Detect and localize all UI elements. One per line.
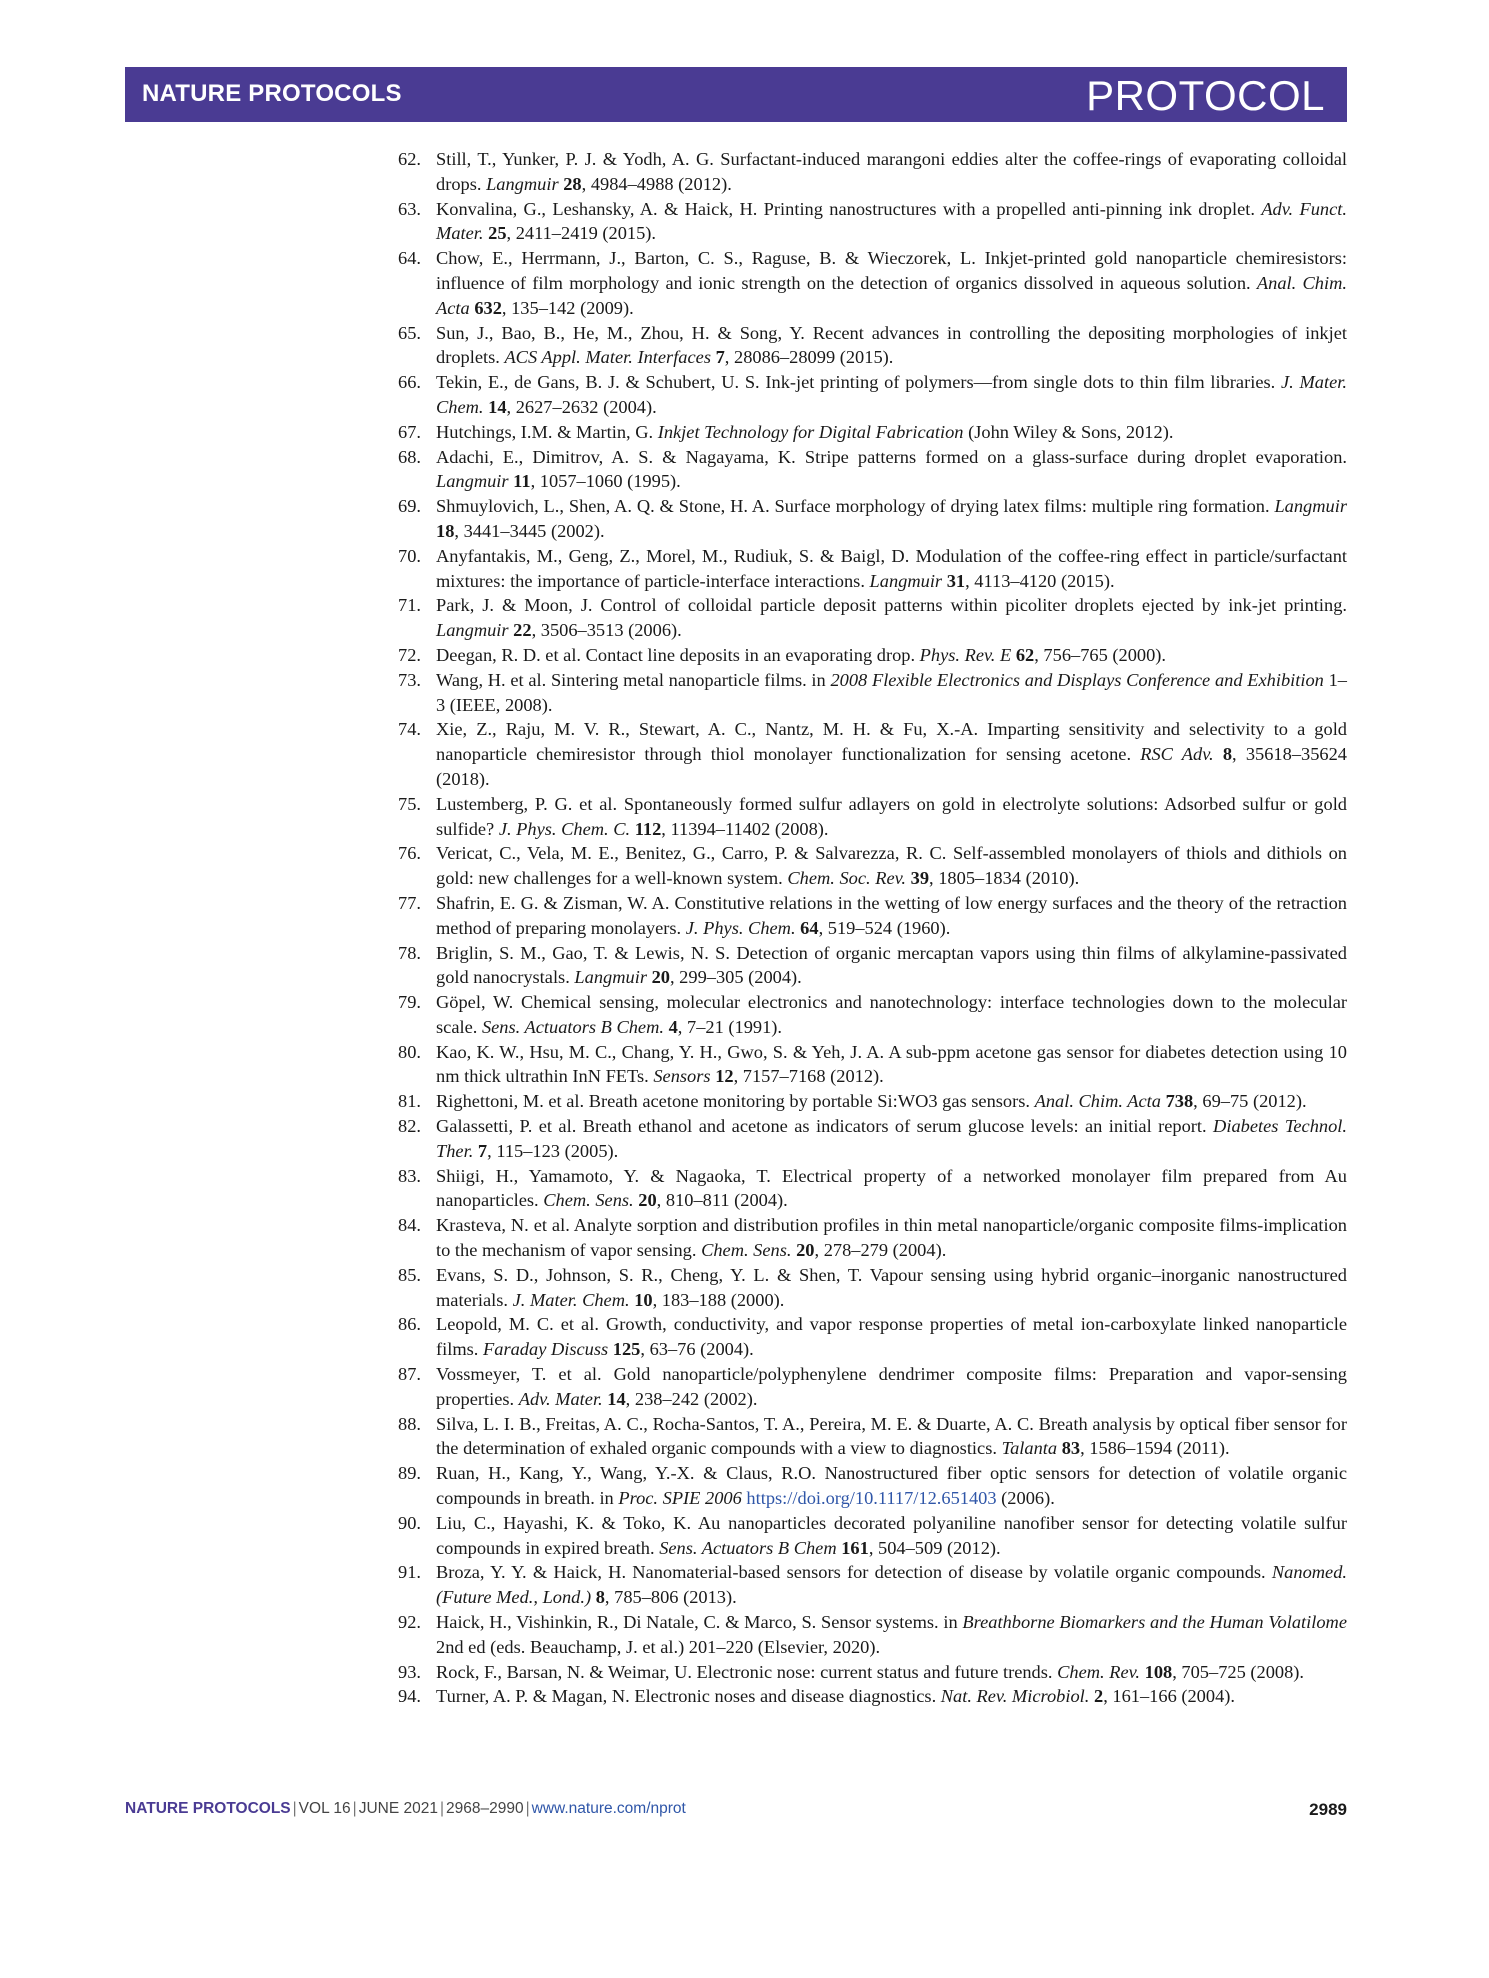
reference-journal-title: Proc. SPIE 2006 <box>618 1488 742 1509</box>
reference-item <box>398 990 1347 1040</box>
reference-text: , 183–188 (2000). <box>652 1289 785 1310</box>
reference-item <box>398 717 1347 791</box>
reference-text: , 705–725 (2008). <box>1172 1661 1305 1682</box>
reference-volume: 8 <box>595 1587 605 1608</box>
reference-text <box>1214 744 1223 764</box>
reference-text: Vossmeyer, T. et al. Gold nanoparticle/polyphenylene dendrimer composite films: Preparation and vapor-sensing properties. <box>436 1364 1347 1409</box>
reference-journal-title: Langmuir <box>869 570 943 591</box>
reference-number: 94. <box>398 1686 421 1707</box>
reference-text: , 2411–2419 (2015). <box>506 223 657 244</box>
reference-text: Shafrin, E. G. & Zisman, W. A. Constitutive relations in the wetting of low energy surfaces and the theory of the retraction method of preparing monolayers. <box>436 892 1347 938</box>
reference-volume: 83 <box>1061 1438 1081 1459</box>
reference-number: 69. <box>398 496 421 517</box>
reference-journal-title: Chem. Soc. Rev. <box>787 868 907 889</box>
reference-text: , 810–811 (2004). <box>656 1190 788 1211</box>
reference-item <box>398 792 1347 842</box>
reference-journal-title: Chem. Sens. <box>701 1240 792 1261</box>
reference-text: Göpel, W. Chemical sensing, molecular electronics and nanotechnology: interface technologies down to the molecular scale. <box>436 992 1347 1037</box>
reference-item <box>398 321 1347 371</box>
reference-item <box>398 445 1347 495</box>
reference-text: Adachi, E., Dimitrov, A. S. & Nagayama, K. Stripe patterns formed on a glass-surface during droplet evaporation. <box>436 446 1347 467</box>
reference-list <box>398 147 1347 1709</box>
reference-number: 71. <box>398 595 421 616</box>
reference-journal-title: Langmuir <box>436 620 509 641</box>
reference-text: Evans, S. D., Johnson, S. R., Cheng, Y. L. & Shen, T. Vapour sensing using hybrid organic–inorganic nanostructured materials. <box>436 1264 1347 1310</box>
reference-item <box>398 1610 1347 1660</box>
reference-item <box>398 1114 1347 1164</box>
reference-number: 68. <box>398 446 421 467</box>
reference-item <box>398 1560 1347 1610</box>
reference-journal-title: Langmuir <box>486 173 559 194</box>
reference-text: (2006). <box>996 1488 1055 1509</box>
reference-journal-title: 2008 Flexible Electronics and Displays Conference and Exhibition <box>830 669 1324 690</box>
reference-text: Xie, Z., Raju, M. V. R., Stewart, A. C., Nantz, M. H. & Fu, X.-A. Imparting sensitivity and selectivity to a gold nanoparticle chemiresistor through thiol monolayer functionalization for sensing acetone. <box>436 719 1347 765</box>
reference-item <box>398 246 1347 320</box>
reference-journal-title: Chem. Sens. <box>543 1190 634 1211</box>
reference-text: , 238–242 (2002). <box>625 1388 758 1409</box>
reference-journal-title: J. Mater. Chem. <box>436 372 1347 417</box>
reference-volume: 738 <box>1165 1091 1194 1112</box>
reference-text: Park, J. & Moon, J. Control of colloidal particle deposit patterns within picoliter droplets ejected by ink-jet printing. <box>436 595 1347 616</box>
reference-text: , 2627–2632 (2004). <box>506 396 657 417</box>
reference-volume: 161 <box>841 1537 869 1558</box>
reference-number: 85. <box>398 1264 421 1285</box>
reference-text: , 35618–35624 (2018). <box>436 744 1347 789</box>
reference-text: , 161–166 (2004). <box>1103 1686 1235 1707</box>
reference-text: , 299–305 (2004). <box>669 967 802 988</box>
reference-volume: 14 <box>488 396 507 417</box>
reference-volume: 20 <box>638 1190 657 1211</box>
reference-journal-title: Anal. Chim. Acta <box>436 272 1347 318</box>
footer-journal: NATURE PROTOCOLS <box>125 1800 291 1817</box>
reference-journal-title: Langmuir <box>1274 496 1347 517</box>
reference-item <box>398 941 1347 991</box>
reference-text: , 3441–3445 (2002). <box>454 520 605 541</box>
reference-text: , 785–806 (2013). <box>604 1587 737 1608</box>
reference-item <box>398 1684 1347 1709</box>
reference-journal-title: Langmuir <box>574 967 647 988</box>
reference-text: Turner, A. P. & Magan, N. Electronic noses and disease diagnostics. <box>436 1686 941 1707</box>
reference-volume: 11 <box>513 471 531 492</box>
footer-url-link[interactable]: www.nature.com/nprot <box>531 1800 686 1817</box>
reference-item <box>398 1164 1347 1214</box>
reference-item <box>398 643 1347 668</box>
reference-text: , 11394–11402 (2008). <box>661 818 829 839</box>
reference-text: , 278–279 (2004). <box>814 1240 947 1261</box>
reference-volume: 12 <box>715 1066 734 1087</box>
reference-volume: 108 <box>1144 1661 1173 1682</box>
footer-separator: | <box>439 1800 444 1817</box>
reference-text: , 519–524 (1960). <box>818 917 951 938</box>
reference-number: 65. <box>398 322 421 343</box>
reference-text: Sun, J., Bao, B., He, M., Zhou, H. & Song, Y. Recent advances in controlling the depositing morphologies of inkjet droplets. <box>436 322 1347 368</box>
reference-text: Ruan, H., Kang, Y., Wang, Y.-X. & Claus, R.O. Nanostructured fiber optic sensors for detection of volatile organic compounds in breath. in <box>436 1463 1347 1509</box>
reference-journal-title: Anal. Chim. Acta <box>1034 1091 1161 1112</box>
reference-text: Shmuylovich, L., Shen, A. Q. & Stone, H. A. Surface morphology of drying latex films: multiple ring formation. <box>436 496 1275 517</box>
reference-item <box>398 668 1347 718</box>
reference-journal-title: Adv. Funct. Mater. <box>436 198 1347 244</box>
reference-item <box>398 544 1347 594</box>
reference-item <box>398 841 1347 891</box>
reference-text: Silva, L. I. B., Freitas, A. C., Rocha-Santos, T. A., Pereira, M. E. & Duarte, A. C. Breath analysis by optical fiber sensor for the determination of exhaled organic compounds with a view to diagnostics. <box>436 1413 1347 1459</box>
reference-number: 78. <box>398 942 421 963</box>
reference-volume: 18 <box>436 520 455 541</box>
section-label: PROTOCOL <box>1086 72 1325 119</box>
reference-item <box>398 1362 1347 1412</box>
reference-journal-title: Sens. Actuators B Chem. <box>481 1016 664 1037</box>
reference-text: , 63–76 (2004). <box>640 1339 754 1360</box>
reference-text: , 28086–28099 (2015). <box>724 347 894 368</box>
reference-volume: 7 <box>477 1140 488 1161</box>
reference-journal-title: Chem. Rev. <box>1057 1661 1141 1682</box>
reference-item <box>398 197 1347 247</box>
reference-text: Briglin, S. M., Gao, T. & Lewis, N. S. Detection of organic mercaptan vapors using thin films of alkylamine-passivated gold nanocrystals. <box>436 942 1347 988</box>
reference-volume: 22 <box>513 620 532 641</box>
reference-item <box>398 1412 1347 1462</box>
reference-volume: 62 <box>1015 644 1035 665</box>
reference-number: 73. <box>398 669 421 690</box>
footer-volume: VOL 16 <box>298 1800 351 1817</box>
reference-journal-title: Langmuir <box>436 471 509 492</box>
reference-number: 75. <box>398 793 421 814</box>
reference-number: 64. <box>398 248 421 269</box>
reference-text: Wang, H. et al. Sintering metal nanoparticle films. in <box>436 669 831 690</box>
reference-item <box>398 593 1347 643</box>
reference-number: 67. <box>398 421 421 442</box>
reference-text: , 69–75 (2012). <box>1193 1091 1307 1112</box>
reference-number: 62. <box>398 149 421 169</box>
reference-text: Kao, K. W., Hsu, M. C., Chang, Y. H., Gwo, S. & Yeh, J. A. A sub-ppm acetone gas sensor for diabetes detection using 10 nm thick ultrathin InN FETs. <box>436 1041 1347 1087</box>
reference-text: , 3506–3513 (2006). <box>531 620 682 641</box>
reference-journal-title: J. Phys. Chem. C. <box>498 818 631 839</box>
reference-volume: 14 <box>607 1388 626 1409</box>
reference-text: Galassetti, P. et al. Breath ethanol and acetone as indicators of serum glucose levels: an initial report. <box>436 1116 1214 1137</box>
reference-item <box>398 370 1347 420</box>
reference-volume: 8 <box>1222 744 1233 765</box>
journal-name: NATURE PROTOCOLS <box>142 80 402 107</box>
reference-journal-title: J. Mater. Chem. <box>512 1289 630 1310</box>
reference-journal-title: Breathborne Biomarkers and the Human Volatilome <box>962 1612 1347 1633</box>
footer-date: JUNE 2021 <box>358 1800 438 1817</box>
reference-volume: 10 <box>634 1289 653 1310</box>
reference-number: 93. <box>398 1661 421 1682</box>
reference-text: 2nd ed (eds. Beauchamp, J. et al.) 201–220 (Elsevier, 2020). <box>436 1636 881 1657</box>
reference-number: 70. <box>398 545 421 566</box>
reference-number: 80. <box>398 1041 421 1062</box>
page-footer <box>125 1800 1347 1824</box>
reference-number: 89. <box>398 1463 421 1484</box>
reference-item <box>398 1312 1347 1362</box>
reference-text: , 4984–4988 (2012). <box>581 173 732 194</box>
reference-volume: 125 <box>612 1339 641 1360</box>
reference-journal-title: Phys. Rev. E <box>919 644 1012 665</box>
reference-journal-title: Nat. Rev. Microbiol. <box>940 1686 1090 1707</box>
reference-journal-title: J. Phys. Chem. <box>685 917 796 938</box>
reference-item <box>398 891 1347 941</box>
reference-text: , 4113–4120 (2015). <box>965 570 1115 591</box>
reference-text: Still, T., Yunker, P. J. & Yodh, A. G. Surfactant-induced marangoni eddies alter the coffee-rings of evaporating colloidal drops. <box>436 149 1347 194</box>
reference-text: Rock, F., Barsan, N. & Weimar, U. Electronic nose: current status and future trends. <box>436 1661 1058 1682</box>
footer-separator: | <box>525 1800 530 1817</box>
reference-journal-title: Sens. Actuators B Chem <box>659 1537 837 1558</box>
reference-text: 1–3 (IEEE, 2008). <box>436 669 1347 715</box>
reference-number: 88. <box>398 1413 421 1434</box>
reference-volume: 20 <box>796 1240 815 1261</box>
reference-text: Righettoni, M. et al. Breath acetone monitoring by portable Si:WO3 gas sensors. <box>436 1091 1035 1112</box>
reference-item <box>398 1263 1347 1313</box>
reference-number: 87. <box>398 1364 421 1385</box>
reference-text: , 7157–7168 (2012). <box>733 1066 884 1087</box>
footer-pages: 2968–2990 <box>446 1800 524 1817</box>
reference-journal-title: RSC Adv. <box>1140 744 1214 765</box>
reference-text: Lustemberg, P. G. et al. Spontaneously formed sulfur adlayers on gold in electrolyte solutions: Adsorbed sulfur or gold sulfide? <box>436 793 1347 839</box>
reference-text: , 1805–1834 (2010). <box>929 868 1080 889</box>
footer-separator: | <box>292 1800 297 1817</box>
reference-item <box>398 1511 1347 1561</box>
reference-text: , 504–509 (2012). <box>868 1537 1001 1558</box>
reference-volume: 632 <box>474 297 502 318</box>
reference-volume: 112 <box>634 818 662 839</box>
reference-item <box>398 420 1347 445</box>
reference-number: 76. <box>398 843 421 864</box>
reference-text: Konvalina, G., Leshansky, A. & Haick, H. Printing nanostructures with a propelled anti-pinning ink droplet. <box>436 198 1262 219</box>
reference-journal-title: Nanomed. (Future Med., Lond.) <box>436 1562 1347 1608</box>
reference-text: , 1586–1594 (2011). <box>1080 1438 1230 1459</box>
reference-number: 81. <box>398 1091 421 1112</box>
reference-text: Hutchings, I.M. & Martin, G. <box>436 421 658 442</box>
reference-text: Deegan, R. D. et al. Contact line deposits in an evaporating drop. <box>436 644 920 665</box>
doi-link[interactable]: https://doi.org/10.1117/12.651403 <box>746 1488 997 1509</box>
reference-number: 90. <box>398 1512 421 1533</box>
reference-number: 83. <box>398 1165 421 1186</box>
page-number: 2989 <box>1309 1800 1347 1819</box>
reference-number: 86. <box>398 1314 421 1335</box>
reference-text: Shiigi, H., Yamamoto, Y. & Nagaoka, T. Electrical property of a networked monolayer film prepared from Au nanoparticles. <box>436 1165 1347 1211</box>
reference-volume: 7 <box>715 347 725 368</box>
reference-number: 77. <box>398 892 421 913</box>
reference-text: , 756–765 (2000). <box>1034 644 1167 665</box>
reference-volume: 31 <box>946 570 966 591</box>
reference-number: 82. <box>398 1116 421 1137</box>
reference-number: 79. <box>398 992 421 1013</box>
reference-journal-title: Adv. Mater. <box>518 1388 603 1409</box>
reference-number: 63. <box>398 198 421 219</box>
reference-journal-title: Faraday Discuss <box>483 1339 609 1360</box>
reference-text: Anyfantakis, M., Geng, Z., Morel, M., Rudiuk, S. & Baigl, D. Modulation of the coffee-ring effect in particle/surfactant mixtures: the importance of particle-interface interactions. <box>436 545 1347 591</box>
reference-journal-title: ACS Appl. Mater. Interfaces <box>504 347 711 368</box>
reference-volume: 39 <box>910 868 930 889</box>
reference-item <box>398 1089 1347 1114</box>
footer-separator: | <box>352 1800 357 1817</box>
reference-text: , 135–142 (2009). <box>501 297 634 318</box>
reference-number: 92. <box>398 1612 421 1633</box>
reference-volume: 64 <box>800 917 819 938</box>
reference-text: Krasteva, N. et al. Analyte sorption and distribution profiles in thin metal nanoparticle/organic composite films-implication to the mechanism of vapor sensing. <box>436 1215 1347 1261</box>
reference-text: Tekin, E., de Gans, B. J. & Schubert, U. S. Ink-jet printing of polymers—from single dots to thin film libraries. <box>436 372 1281 393</box>
reference-journal-title: Diabetes Technol. Ther. <box>436 1116 1347 1161</box>
reference-journal-title: Talanta <box>1001 1438 1058 1459</box>
reference-journal-title: Inkjet Technology for Digital Fabrication <box>657 421 964 442</box>
reference-number: 91. <box>398 1562 421 1583</box>
journal-header-band <box>125 67 1347 122</box>
reference-text: , 115–123 (2005). <box>487 1140 619 1161</box>
reference-number: 72. <box>398 644 421 665</box>
reference-number: 84. <box>398 1215 421 1236</box>
reference-volume: 25 <box>488 223 507 244</box>
reference-item <box>398 1213 1347 1263</box>
reference-item <box>398 147 1347 197</box>
reference-volume: 4 <box>668 1016 678 1037</box>
reference-text: , 7–21 (1991). <box>677 1016 782 1037</box>
reference-item <box>398 1461 1347 1511</box>
reference-text: Haick, H., Vishinkin, R., Di Natale, C. & Marco, S. Sensor systems. in <box>436 1612 963 1633</box>
reference-volume: 2 <box>1094 1686 1104 1707</box>
reference-number: 66. <box>398 372 421 393</box>
reference-volume: 20 <box>651 967 670 988</box>
reference-text: (John Wiley & Sons, 2012). <box>963 421 1174 442</box>
reference-text: Liu, C., Hayashi, K. & Toko, K. Au nanoparticles decorated polyaniline nanofiber sensor for detecting volatile sulfur compounds in expired breath. <box>436 1512 1347 1558</box>
reference-number: 74. <box>398 719 421 740</box>
reference-item <box>398 1660 1347 1685</box>
reference-text: Leopold, M. C. et al. Growth, conductivity, and vapor response properties of metal ion-carboxylate linked nanoparticle films. <box>436 1314 1347 1360</box>
reference-text: , 1057–1060 (1995). <box>530 471 681 492</box>
reference-item <box>398 1040 1347 1090</box>
reference-text: Broza, Y. Y. & Haick, H. Nanomaterial-based sensors for detection of disease by volatile organic compounds. <box>436 1562 1272 1583</box>
reference-text: Chow, E., Herrmann, J., Barton, C. S., Raguse, B. & Wieczorek, L. Inkjet-printed gold nanoparticle chemiresistors: influence of film morphology and ionic strength on the detection of organics dissolved in aqueous solution. <box>436 248 1347 293</box>
reference-journal-title: Sensors <box>653 1066 711 1087</box>
reference-volume: 28 <box>563 173 582 194</box>
reference-text: Vericat, C., Vela, M. E., Benitez, G., Carro, P. & Salvarezza, R. C. Self-assembled monolayers of thiols and dithiols on gold: new challenges for a well-known system. <box>436 843 1347 889</box>
reference-item <box>398 494 1347 544</box>
